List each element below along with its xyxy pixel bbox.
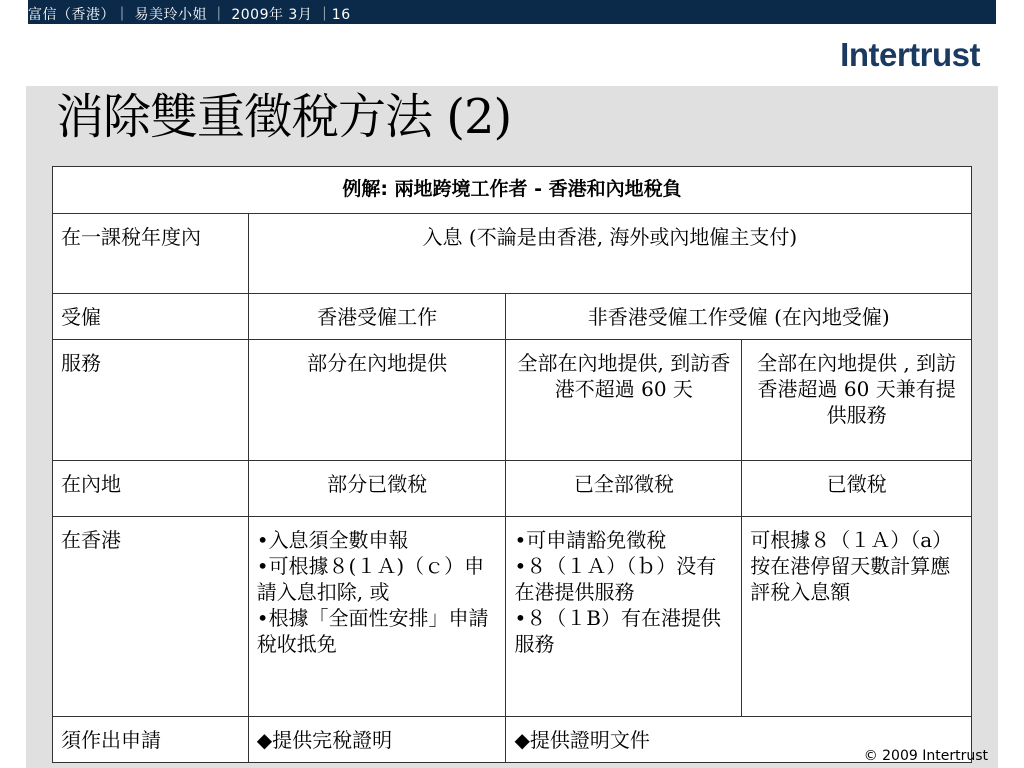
table-row [53,294,972,340]
table-cell: 入息 (不論是由香港, 海外或內地僱主支付) [248,214,971,294]
table-cell: 部分已徵稅 [248,461,506,517]
table-row [53,461,972,517]
table-row [53,717,972,763]
table-cell: 已全部徵稅 [506,461,742,517]
bullet-line: •入息須全數申報 [256,528,409,552]
table-cell [248,517,506,717]
row-label: 須作出申請 [53,717,249,763]
table-cell: 全部在內地提供, 到訪香港不超過 60 天 [506,340,742,461]
bullet-line: •８（１Ａ）（ｂ）没有在港提供服務 [514,554,717,604]
bullet-line: •可根據８(１Ａ)（ｃ）申請入息扣除, 或 [256,554,485,604]
table-cell: 非香港受僱工作受僱 (在內地受僱) [506,294,972,340]
intertrust-logo: Intertrust [840,36,980,73]
table-row [53,167,972,214]
row-label: 在一課稅年度內 [53,214,249,294]
bullet-line: •可申請豁免徵稅 [514,528,667,552]
table-cell [506,517,742,717]
row-label: 受僱 [53,294,249,340]
table-caption: 例解: 兩地跨境工作者 - 香港和內地稅負 [53,167,972,214]
slide-title: 消除雙重徵稅方法 (2) [56,89,512,145]
bullet-line: •根據「全面性安排」申請稅收抵免 [256,606,489,656]
row-label: 在內地 [53,461,249,517]
table-row [53,517,972,717]
copyright-notice: © 2009 Intertrust [863,748,988,764]
banner-text: 富信（香港）｜ 易美玲小姐 ｜ 2009年 3月 ｜16 [28,7,351,23]
table-cell: ◆提供證明文件 [506,717,972,763]
table-cell: 全部在內地提供 , 到訪香港超過 60 天兼有提供服務 [742,340,972,461]
cell-text: 可根據８（１Ａ）（a）按在港停留天數計算應評稅入息額 [750,528,953,604]
table-cell: 香港受僱工作 [248,294,506,340]
row-label: 服務 [53,340,249,461]
table-cell: 部分在內地提供 [248,340,506,461]
table-row [53,214,972,294]
table-cell: ◆提供完稅證明 [248,717,506,763]
bullet-line: •８（１B）有在港提供服務 [514,606,721,656]
table-cell [742,517,972,717]
table-cell: 已徵稅 [742,461,972,517]
tax-example-table [52,166,972,763]
table-row [53,340,972,461]
row-label: 在香港 [53,517,249,717]
